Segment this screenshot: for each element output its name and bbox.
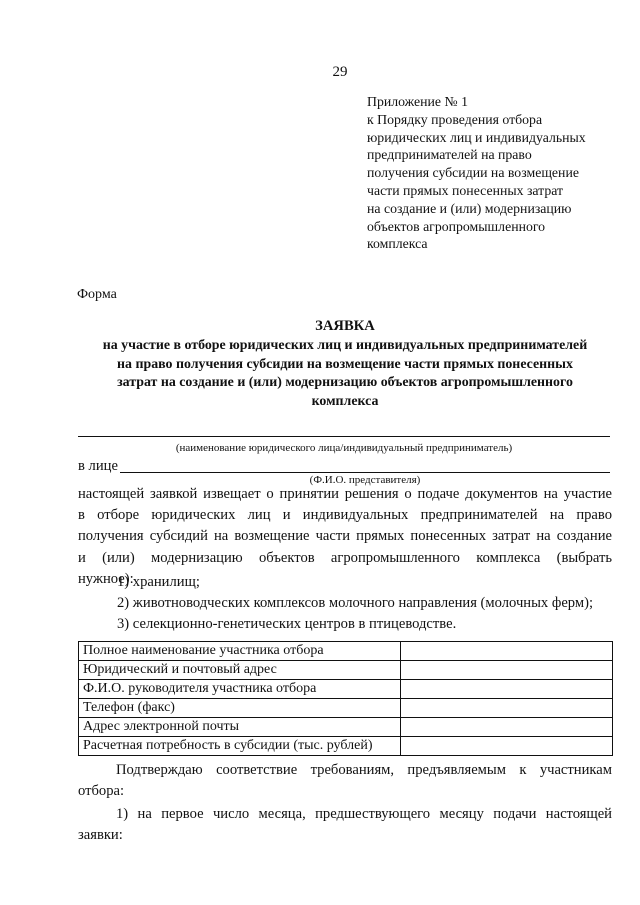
appendix-line: к Порядку проведения отбора [367,111,543,127]
appendix-line: объектов агропромышленного [367,218,546,234]
confirm-line: Подтверждаю соответствие требованиям, предъявляемым к участникам [116,762,612,778]
table-row-label: Полное наименование участника отбора [79,642,401,661]
table-row-value[interactable] [401,718,613,737]
document-title: ЗАЯВКА [315,318,375,334]
appendix-header [367,93,586,253]
in-person-label: в лице [78,458,118,474]
org-name-caption: (наименование юридического лица/индивидуальный предприниматель) [175,442,513,454]
confirm-paragraph [78,760,612,802]
subtitle-line: на участие в отборе юридических лиц и индивидуальных предпринимателей [102,338,588,353]
table-row-label: Телефон (факс) [79,699,401,718]
item1-paragraph [78,804,612,846]
appendix-line: части прямых понесенных затрат [367,182,564,198]
subtitle-line: затрат на создание и (или) модернизацию объектов агропромышленного [117,375,573,391]
table-row [79,642,613,661]
appendix-line: комплекса [367,236,428,252]
table-row [79,737,613,756]
paragraph-line: и (или) модернизацию объектов агропромышленного комплекса (выбрать [78,549,612,566]
table-row-value[interactable] [401,642,613,661]
option-item[interactable]: 2) животноводческих комплексов молочного направления (молочных ферм); [117,595,594,612]
appendix-line: на создание и (или) модернизацию [367,200,572,216]
appendix-line: Приложение № 1 [367,94,469,109]
item1-line: заявки: [78,827,123,844]
representative-line[interactable] [120,472,610,473]
table-row-label: Ф.И.О. руководителя участника отбора [79,680,401,699]
table-row-label: Адрес электронной почты [79,718,401,737]
paragraph-line: нужное): [78,570,134,587]
appendix-line: получения субсидии на возмещение [367,165,579,181]
table-row-value[interactable] [401,699,613,718]
table-row-label: Расчетная потребность в субсидии (тыс. рублей) [79,737,401,756]
paragraph-line: настоящей заявкой извещает о принятии решения о подаче документов на участие [78,486,612,502]
page-number: 29 [332,64,348,80]
table-row [79,680,613,699]
form-label: Форма [77,287,117,302]
table-row-value[interactable] [401,661,613,680]
item1-line: 1) на первое число месяца, предшествующего месяцу подачи настоящей [116,806,612,822]
appendix-line: предпринимателей на право [367,147,532,163]
document-subtitle [77,337,613,411]
representative-caption: (Ф.И.О. представителя) [309,474,421,486]
table-row-label: Юридический и почтовый адрес [79,661,401,680]
table-row-value[interactable] [401,737,613,756]
paragraph-line: в отборе юридических лиц и индивидуальных предпринимателей на право [78,507,612,524]
org-name-line[interactable] [78,436,610,437]
confirm-line: отбора: [78,783,125,800]
options-list [117,572,593,636]
table-row [79,718,613,737]
option-item[interactable]: 3) селекционно-генетических центров в птицеводстве. [117,616,457,633]
appendix-line: юридических лиц и индивидуальных [367,129,586,145]
subtitle-line: комплекса [311,393,379,409]
subtitle-line: на право получения субсидии на возмещение части прямых понесенных [117,356,573,372]
table-row [79,661,613,680]
table-row [79,699,613,718]
option-item[interactable]: 1) хранилищ; [117,574,200,590]
table-row-value[interactable] [401,680,613,699]
applicant-info-table [78,641,613,756]
paragraph-line: получения субсидий на возмещение части прямых понесенных затрат на создание [78,528,612,545]
